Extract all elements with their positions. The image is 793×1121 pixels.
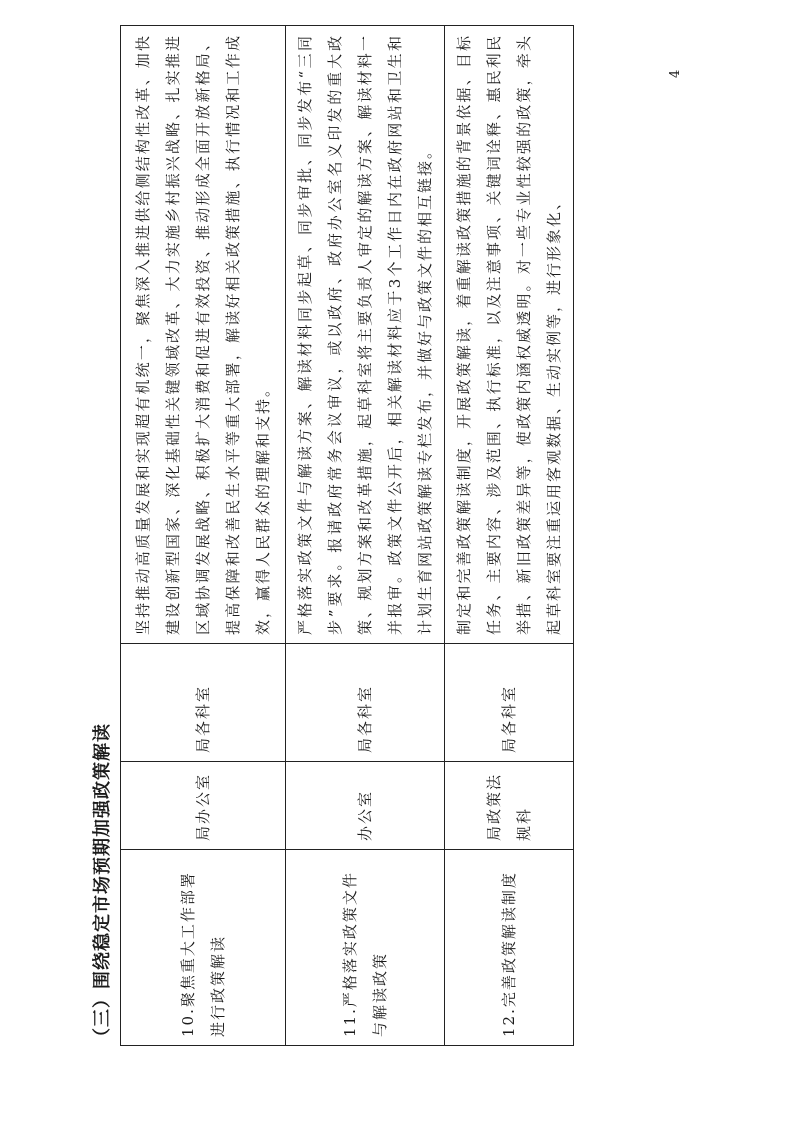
description-cell: 制定和完善政策解读制度，开展政策解读，着重解读政策措施的背景依据、目标任务、主要内容、涉及范围、执行标准，以及注意事项、关键词诠释、惠民利民举措、新旧政策差异等，使政策内涵权威透明。对一些专业性较强的政策，牵头起草科室要注重运用客观数据、生动实例等，进行形象化、	[445, 26, 574, 644]
task-cell: 12.完善政策解读制度	[445, 850, 574, 1046]
responsible-cell: 局各科室	[286, 644, 445, 762]
table-row	[286, 26, 445, 1046]
task-cell: 11.严格落实政策文件与解读政策	[286, 850, 445, 1046]
table-row	[445, 26, 574, 1046]
lead-dept-cell: 办公室	[286, 762, 445, 850]
page-number: 4	[668, 69, 683, 78]
section-title: （三）围绕稳定市场预期加强政策解读	[92, 723, 113, 1046]
task-cell: 10.聚焦重大工作部署进行政策解读	[121, 850, 286, 1046]
lead-dept-cell: 局政策法规科	[445, 762, 574, 850]
description-cell: 严格落实政策文件与解读方案、解读材料同步起草、同步审批、同步发布“三同步”要求。报请政府常务会议审议，或以政府、政府办公室名义印发的重大政策、规划方案和改革措施，起草科室将主要负责人审定的解读方案、解读材料一并报审。政策文件公开后，相关解读材料应于3个工作日内在政府网站和卫生和计划生育网站政策解读专栏发布，并做好与政策文件的相互链接。	[286, 26, 445, 644]
responsible-cell: 局各科室	[445, 644, 574, 762]
table-row	[121, 26, 286, 1046]
lead-dept-cell: 局办公室	[121, 762, 286, 850]
responsible-cell: 局各科室	[121, 644, 286, 762]
description-cell: 坚持推动高质量发展和实现超有机统一，聚焦深入推进供给侧结构性改革、加快建设创新型国家、深化基础性关键领域改革、大力实施乡村振兴战略、扎实推进区域协调发展战略、积极扩大消费和促进有效投资、推动形成全面开放新格局、提高保障和改善民生水平等重大部署，解读好相关政策措施、执行情况和工作成效，赢得人民群众的理解和支持。	[121, 26, 286, 644]
policy-table	[120, 25, 574, 1046]
